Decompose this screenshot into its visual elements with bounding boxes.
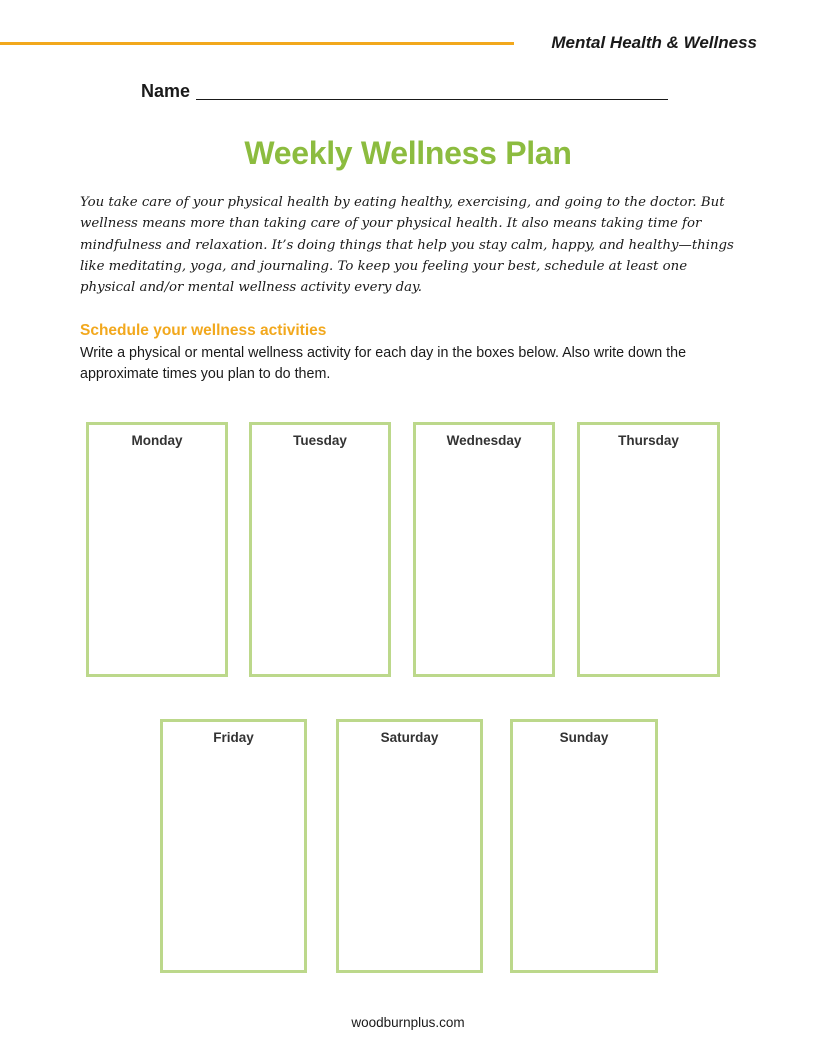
day-label-saturday: Saturday (380, 730, 439, 745)
day-box-thursday[interactable] (577, 422, 720, 677)
day-box-monday[interactable] (86, 422, 228, 677)
instructions-paragraph: Write a physical or mental wellness activity for each day in the boxes below. Also write down the approximate times you plan to do them. (80, 345, 687, 382)
day-box-sunday[interactable] (510, 719, 658, 973)
footer-url: woodburnplus.com (351, 1015, 465, 1030)
page-title: Weekly Wellness Plan (244, 135, 572, 171)
day-label-tuesday: Tuesday (293, 433, 347, 448)
day-box-saturday[interactable] (336, 719, 483, 973)
day-box-tuesday[interactable] (249, 422, 391, 677)
day-box-wednesday[interactable] (413, 422, 555, 677)
name-field (141, 80, 668, 102)
day-box-friday[interactable] (160, 719, 307, 973)
name-label: Name (141, 81, 191, 101)
day-label-wednesday: Wednesday (446, 433, 522, 448)
day-label-monday: Monday (131, 433, 183, 448)
section-heading: Schedule your wellness activities (80, 322, 327, 339)
day-label-friday: Friday (213, 730, 254, 745)
header-rule (0, 42, 514, 45)
day-label-sunday: Sunday (559, 730, 609, 745)
header-title: Mental Health & Wellness (551, 33, 757, 52)
day-label-thursday: Thursday (618, 433, 679, 448)
intro-paragraph: You take care of your physical health by eating healthy, exercising, and going to the doctor. But wellness means more than taking care of your physical health. It also means taking time for mindfulness and relaxation. It’s doing things that help you stay calm, happy, and healthy—things like meditating, yoga, and journaling. To keep you feeling your best, schedule at least one physical and/or mental wellness activity every day. (80, 195, 734, 296)
name-line[interactable] (196, 99, 668, 100)
